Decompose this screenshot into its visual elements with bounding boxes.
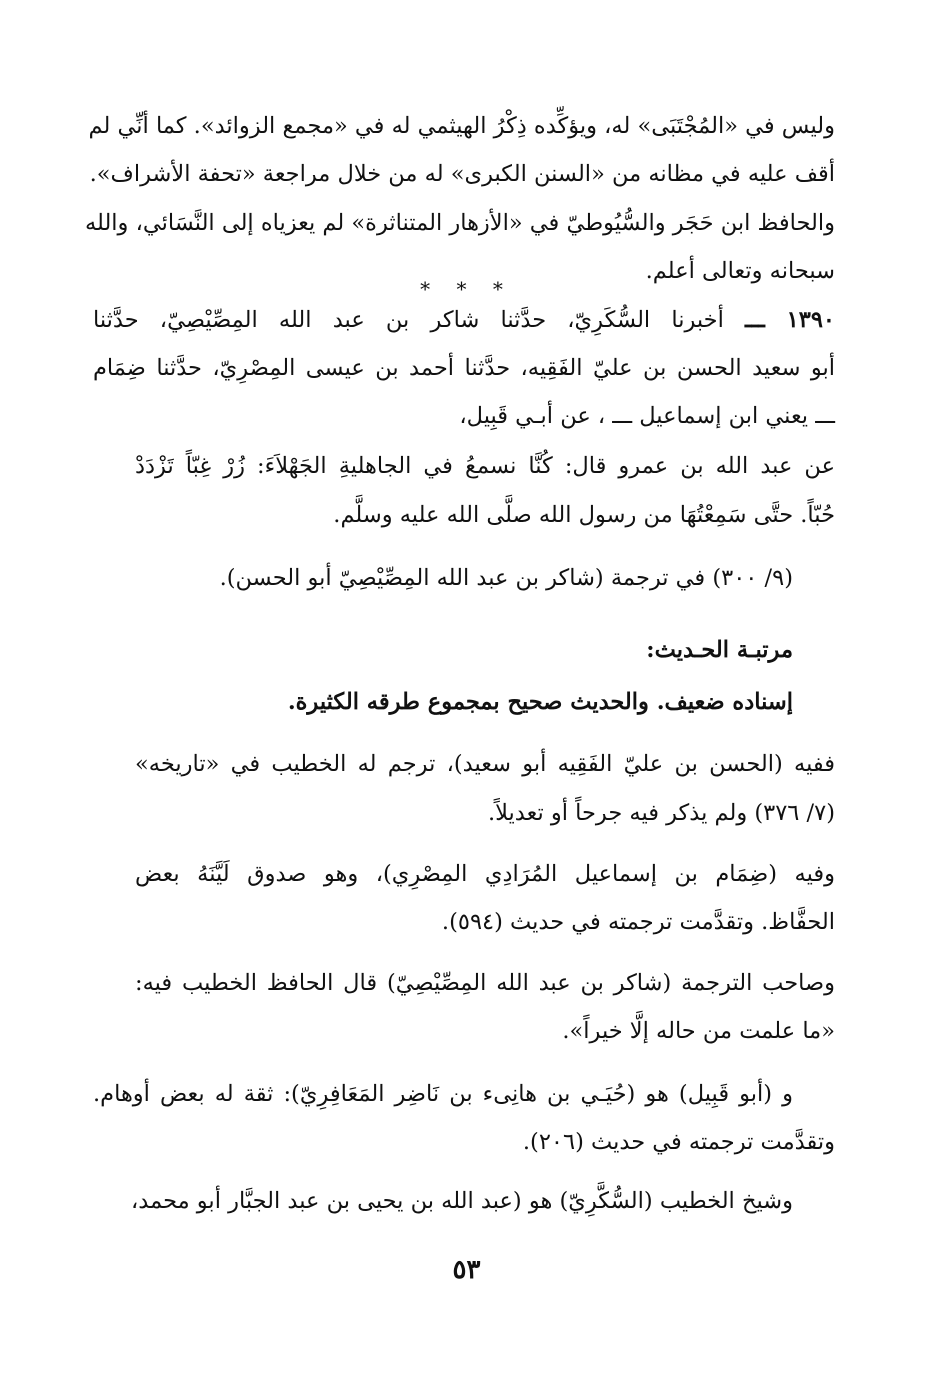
hadith-line-3: ـــ يعني ابن إسماعيل ـــ ، عن أبـي قَبِيل، [459,403,835,429]
hadith-source: (٩/ ٣٠٠) في ترجمة (شاكر بن عبد الله المِصِّيْصِيّ أبو الحسن). [219,565,793,591]
section-separator: * * * [420,277,513,301]
hadith-number: ١٣٩٠ ـــ [745,307,836,333]
hadith-line-2: أبو سعيد الحسن بن عليّ الفَقِيه، حدَّثنا أحمد بن عيسى المِصْرِيّ، حدَّثنا ضِمَام [93,355,835,381]
note-2-line-2: الحفَّاظ. وتقدَّمت ترجمته في حديث (٥٩٤). [441,909,835,935]
paragraph-1-line-4: سبحانه وتعالى أعلم. [645,258,835,284]
note-3-line-1: وصاحب الترجمة (شاكر بن عبد الله المِصِّيْصِيّ) قال الحافظ الخطيب فيه: [135,970,835,996]
page-number: ٥٣ [452,1255,481,1285]
note-4-line-2: وتقدَّمت ترجمته في حديث (٢٠٦). [522,1129,835,1155]
hadith-line-4: عن عبد الله بن عمرو قال: كُنَّا نسمعُ في الجاهليةِ الجَهْلاَءَ: زُرْ غِبّاً تَزْدَدْ [135,453,835,479]
note-3-line-2: «ما علمت من حاله إلَّا خيراً». [562,1018,835,1044]
note-1-line-1: ففيه (الحسن بن عليّ الفَقِيه أبو سعيد)، ترجم له الخطيب في «تاريخه» [135,751,835,777]
note-4-line-1: و (أبو قَبِيل) هو (حُيَـي بن هانِىء بن نَاضِر المَعَافِرِيّ): ثقة له بعض أوهام. [93,1081,793,1107]
hadith-line-5: حُبّاً. حتَّى سَمِعْتُهَا من رسول الله صلَّى الله عليه وسلَّم. [333,502,835,528]
note-2-line-1: وفيه (ضِمَام بن إسماعيل المُرَادِي المِصْرِي)، وهو صدوق لَيَّنَهُ بعض [135,861,835,887]
paragraph-1-line-2: أقف عليه في مظانه من «السنن الكبرى» له من خلال مراجعة «تحفة الأشراف». [89,161,835,187]
paragraph-1-line-1: وليس في «المُجْتَبَى» له، ويؤكِّده ذِكْرُ الهيثمي له في «مجمع الزوائد». كما أنِّي لم [88,113,835,139]
note-5-line-1: وشيخ الخطيب (السُّكَّرِيّ) هو (عبد الله بن يحيى بن عبد الجبَّار أبو محمد، [131,1188,793,1214]
grade-text: إسناده ضعيف. والحديث صحيح بمجموع طرقه الكثيرة. [287,689,793,715]
paragraph-1-line-3: والحافظ ابن حَجَر والسُّيُوطيّ في «الأزهار المتناثرة» لم يعزياه إلى النَّسَائي، والله [84,210,835,236]
grade-heading: مرتبـة الحـديث: [646,637,793,663]
note-1-line-2: (٧/ ٣٧٦) ولم يذكر فيه جرحاً أو تعديلاً. [487,800,835,826]
hadith-line-1-text: أخبرنا السُّكَرِيّ، حدَّثنا شاكر بن عبد الله المِصِّيْصِيّ، حدَّثنا [93,307,724,333]
hadith-line-1 [93,302,835,338]
